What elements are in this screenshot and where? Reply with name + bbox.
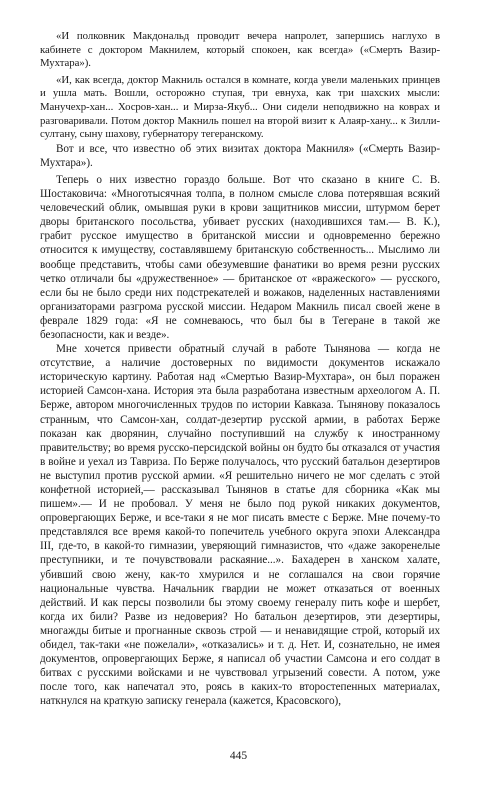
paragraph-quote-1: «И полковник Макдональд проводит вечера напролет, запершись наглухо в кабинете с доктором Макнилем, который спокоен, как всегда» («Смерть Вазир-Мухтара»). bbox=[40, 30, 440, 70]
paragraph-body-1: Теперь о них известно гораздо больше. Вот что сказано в книге С. В. Шостаковича: «Многотысячная толпа, в полном смысле слова потерявшая всякий человеческий облик, омывшая руки в крови защитников миссии, штурмом берет дворы британского посольства, убивает русских (находившихся там.— В. К.), грабит русское имущество в британской миссии и одновременно бережно относится к имуществу, составлявшему британскую собственность... Мыслимо ли вообще представить, чтобы сами обезумевшие фанатики во время резни русских четко отличали бы «дружественное» — британское от «вражеского» — русского, если бы не было среди них подстрекателей и вожаков, наделенных наставлениями организаторами разгрома русской миссии. Недаром Макниль писал своей жене в феврале 1829 года: «Я не сомневаюсь, что был бы в Тегеране в такой же безопасности, как и везде». bbox=[40, 173, 440, 341]
paragraph-quote-2: «И, как всегда, доктор Макниль остался в комнате, когда увели маленьких принцев и ушла мать. Вошли, осторожно ступая, три евнуха, как три шахских мысли: Манучехр-хан... Хосров-хан... и Мирза-Якуб... Они сидели неподвижно на коврах и разговаривали. Потом доктор Макниль пошел на второй визит к Алаяр-хану... к Зилли-султану, сыну шахову, губернатору тегеранскому. bbox=[40, 73, 440, 141]
page-number: 445 bbox=[229, 750, 248, 762]
book-page bbox=[40, 30, 440, 770]
paragraph-body-2: Мне хочется привести обратный случай в работе Тынянова — когда не отсутствие, а наличие достоверных по видимости документов искажало историческую картину. Работая над «Смертью Вазир-Мухтара», он был поражен историей Самсон-хана. История эта была разработана известным археологом А. П. Берже, автором многочисленных трудов по истории Кавказа. Тынянову показалось странным, что Самсон-хан, солдат-дезертир русской армии, в работах Берже показан как дворянин, случайно поступивший на службу к иностранному правительству; во время русско-персидской войны он будто бы отказался от участия в войне и уехал из Тавриза. По Берже получалось, что русский батальон дезертиров не выступил против русской армии. «Я решительно ничего не мог сделать с этой конфетной историей,— рассказывал Тынянов в статье для сборника «Как мы пишем».— И не пробовал. У меня не было под рукой никаких документов, опровергающих Берже, и все-таки я не мог писать вместе с Берже. Мне почему-то представлялся все время какой-то попечитель учебного округа эпохи Александра III, где-то, в какой-то гимназии, уверяющий гимназистов, что «даже закоренелые преступники, и те почувствовали раскаяние...». Бахадерен в ханском халате, убивший свою жену, как-то хмурился и не соглашался на свои горячие национальные чувства. Начальник гвардии не может отказаться от военных действий. И как персы позволили бы этому своему генералу пить кофе и шербет, когда их били? Разве из недоверия? Но батальон дезертиров, эти дезертиры, многажды битые и прогнанные сквозь строй — и ненавидящие строй, который их обидел, так-таки «не пожелали», «отказались» и т. д. Нет. И, сознательно, не имея документов, опровергающих Берже, я написал об участии Самсона и его солдат в битвах с русскими войсками и не чувствовал угрызений совести. А потом, уже после того, как напечатал это, роясь в каких-то второстепенных материалах, наткнулся на краткую записку генерала (кажется, Красовского), bbox=[40, 343, 440, 708]
paragraph-quote-3: Вот и все, что известно об этих визитах доктора Макниля» («Смерть Вазир-Мухтара»). bbox=[40, 142, 440, 169]
